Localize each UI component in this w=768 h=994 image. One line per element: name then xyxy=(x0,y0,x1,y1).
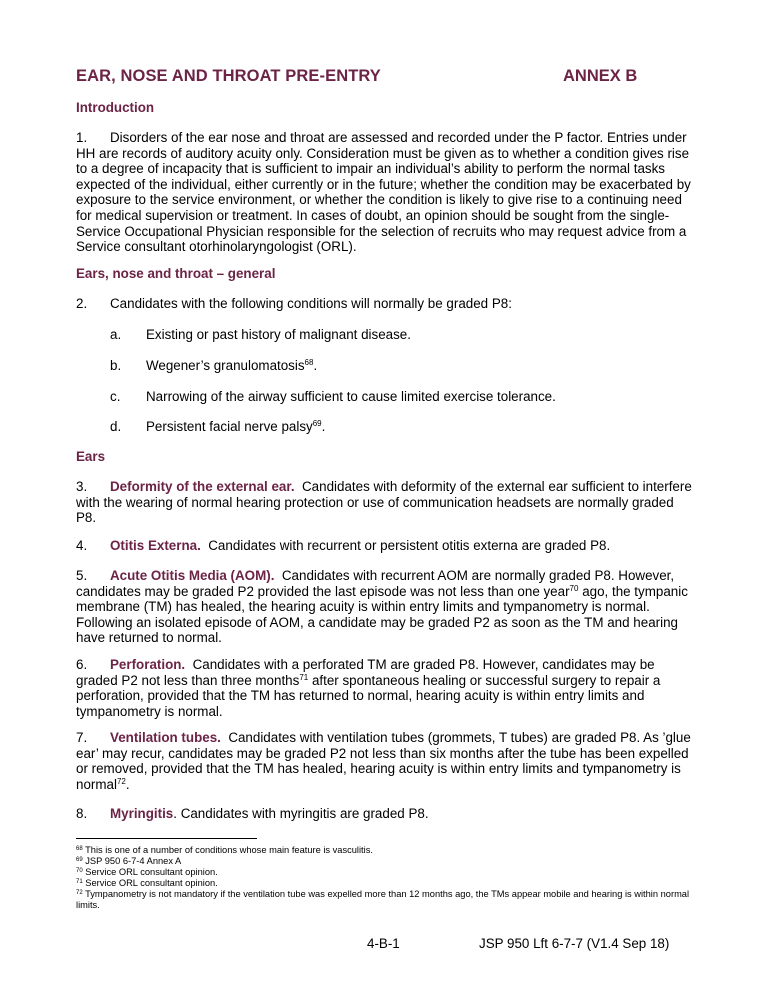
paragraph-3 xyxy=(76,479,696,526)
paragraph-number: 2. xyxy=(76,296,88,311)
paragraph-keyword: Otitis Externa. xyxy=(110,538,201,553)
paragraph-text: . Candidates with myringitis are graded P8. xyxy=(173,806,429,821)
paragraph-keyword: Myringitis xyxy=(110,806,174,821)
paragraph-text: Candidates with deformity of the external ear sufficient to interfere with the wearing of normal hearing protection or use of communication headsets are normally graded P8. xyxy=(76,479,692,526)
footnote-text: Service ORL consultant opinion. xyxy=(85,867,218,877)
section-heading-general: Ears, nose and throat – general xyxy=(76,266,276,281)
footnote-ref[interactable]: 69 xyxy=(312,419,322,428)
footnote-number: 68 xyxy=(76,846,83,852)
footnote-ref[interactable]: 70 xyxy=(569,583,579,593)
section-heading-ears: Ears xyxy=(76,449,106,464)
page-number: 4-B-1 xyxy=(367,936,400,951)
footnote-text: Service ORL consultant opinion. xyxy=(85,878,218,888)
footnote-text: Tympanometry is not mandatory if the ventilation tube was expelled more than 12 months ago, the TMs appear mobile and hearing is within normal limits. xyxy=(76,889,690,910)
footnote xyxy=(76,845,696,856)
footnote xyxy=(76,867,696,878)
list-item-text: Existing or past history of malignant disease. xyxy=(146,327,411,342)
list-item-letter: a. xyxy=(110,327,122,342)
paragraph-keyword: Ventilation tubes. xyxy=(110,730,221,745)
footnote-ref[interactable]: 72 xyxy=(116,776,126,786)
paragraph-keyword: Perforation. xyxy=(110,657,186,672)
document-reference: JSP 950 Lft 6-7-7 (V1.4 Sep 18) xyxy=(479,936,670,951)
footnote-text: This is one of a number of conditions whose main feature is vasculitis. xyxy=(85,845,373,855)
paragraph-text: Candidates with ventilation tubes (grommets, T tubes) are graded P8. As ’glue ear’ may recur, candidates may be graded P2 not less than six months after the tube has been expelled or removed, provided that the TM has healed, hearing acuity is within entry limits and tympanometry is normal xyxy=(76,730,691,792)
footnote xyxy=(76,856,696,867)
annex-label: ANNEX B xyxy=(563,67,638,85)
footnote-ref[interactable]: 71 xyxy=(299,672,309,682)
paragraph-text: Candidates with a perforated TM are graded P8. However, candidates may be graded P2 not less than three months xyxy=(76,657,655,688)
page-title: EAR, NOSE AND THROAT PRE-ENTRY xyxy=(76,67,381,85)
footnote xyxy=(76,889,696,910)
paragraph-number: 8. xyxy=(76,806,88,821)
list-item: b. Wegener’s granulomatosis$^{68}$. xyxy=(110,358,318,373)
paragraph-1 xyxy=(76,130,696,255)
footnote xyxy=(76,878,696,889)
paragraph-text: Candidates with recurrent AOM are normally graded P8. However, candidates may be graded P2 provided the last episode was not less than one year xyxy=(76,568,675,599)
footnote-number: 71 xyxy=(76,879,83,885)
footnote-number: 69 xyxy=(76,857,83,863)
paragraph-text: after spontaneous healing or successful surgery to repair a perforation, provided that the TM has returned to normal, hearing acuity is within entry limits and tympanometry is normal. xyxy=(76,672,661,719)
footnote-ref[interactable]: 68 xyxy=(304,358,314,367)
paragraph-number: 5. xyxy=(76,568,88,583)
paragraph-keyword: Deformity of the external ear. xyxy=(110,479,295,494)
paragraph-number: 6. xyxy=(76,657,88,672)
list-item-text: Persistent facial nerve palsy xyxy=(146,419,313,434)
page-header xyxy=(76,67,696,87)
paragraph-5 xyxy=(76,568,696,646)
footnote-text: JSP 950 6-7-4 Annex A xyxy=(85,856,182,866)
list-item: d. Persistent facial nerve palsy$^{69}$. xyxy=(110,419,326,434)
list-item-letter: b. xyxy=(110,358,122,373)
footnote-number: 72 xyxy=(76,890,83,896)
paragraph-number: 3. xyxy=(76,479,88,494)
list-item-text: Wegener’s granulomatosis xyxy=(146,358,305,373)
paragraph-2 xyxy=(76,296,696,312)
paragraph-7 xyxy=(76,730,696,792)
paragraph-6 xyxy=(76,657,696,719)
list-item-letter: c. xyxy=(110,389,121,404)
paragraph-text: Candidates with the following conditions will normally be graded P8: xyxy=(110,296,512,311)
paragraph-8 xyxy=(76,806,696,822)
list-item-letter: d. xyxy=(110,419,122,434)
paragraph-number: 4. xyxy=(76,538,88,553)
paragraph-keyword: Acute Otitis Media (AOM). xyxy=(110,568,275,583)
footnote-divider xyxy=(76,838,257,839)
list-item xyxy=(110,327,411,343)
paragraph-text: Candidates with recurrent or persistent otitis externa are graded P8. xyxy=(208,538,611,553)
paragraph-4 xyxy=(76,538,696,554)
paragraph-number: 1. xyxy=(76,130,88,145)
paragraph-text: . xyxy=(125,776,130,792)
paragraph-text: ago, the tympanic membrane (TM) has healed, the hearing acuity is within entry limits and tympanometry is normal. Following an isolated episode of AOM, a candidate may be graded P2 as soon as the TM and hearing have returned to normal. xyxy=(76,583,688,646)
footnote-number: 70 xyxy=(76,868,83,874)
paragraph-number: 7. xyxy=(76,730,88,745)
paragraph-text: Disorders of the ear nose and throat are assessed and recorded under the P factor. Entries under HH are records of auditory acuity only. Consideration must be given as to whether a condition gives rise to a degree of incapacity that is sufficient to impair an individual’s ability to perform the normal tasks expected of the individual, either currently or in the future; whether the condition may be exacerbated by exposure to the service environment, or whether the condition is likely to give rise to a continuing need for medical supervision or treatment. In cases of doubt, an opinion should be sought from the single-Service Occupational Physician responsible for the selection of recruits who may request advice from a Service consultant otorhinolaryngologist (ORL). xyxy=(76,130,691,255)
list-item xyxy=(110,389,556,405)
list-item-text: Narrowing of the airway sufficient to cause limited exercise tolerance. xyxy=(146,389,556,404)
section-heading-introduction: Introduction xyxy=(76,100,155,115)
